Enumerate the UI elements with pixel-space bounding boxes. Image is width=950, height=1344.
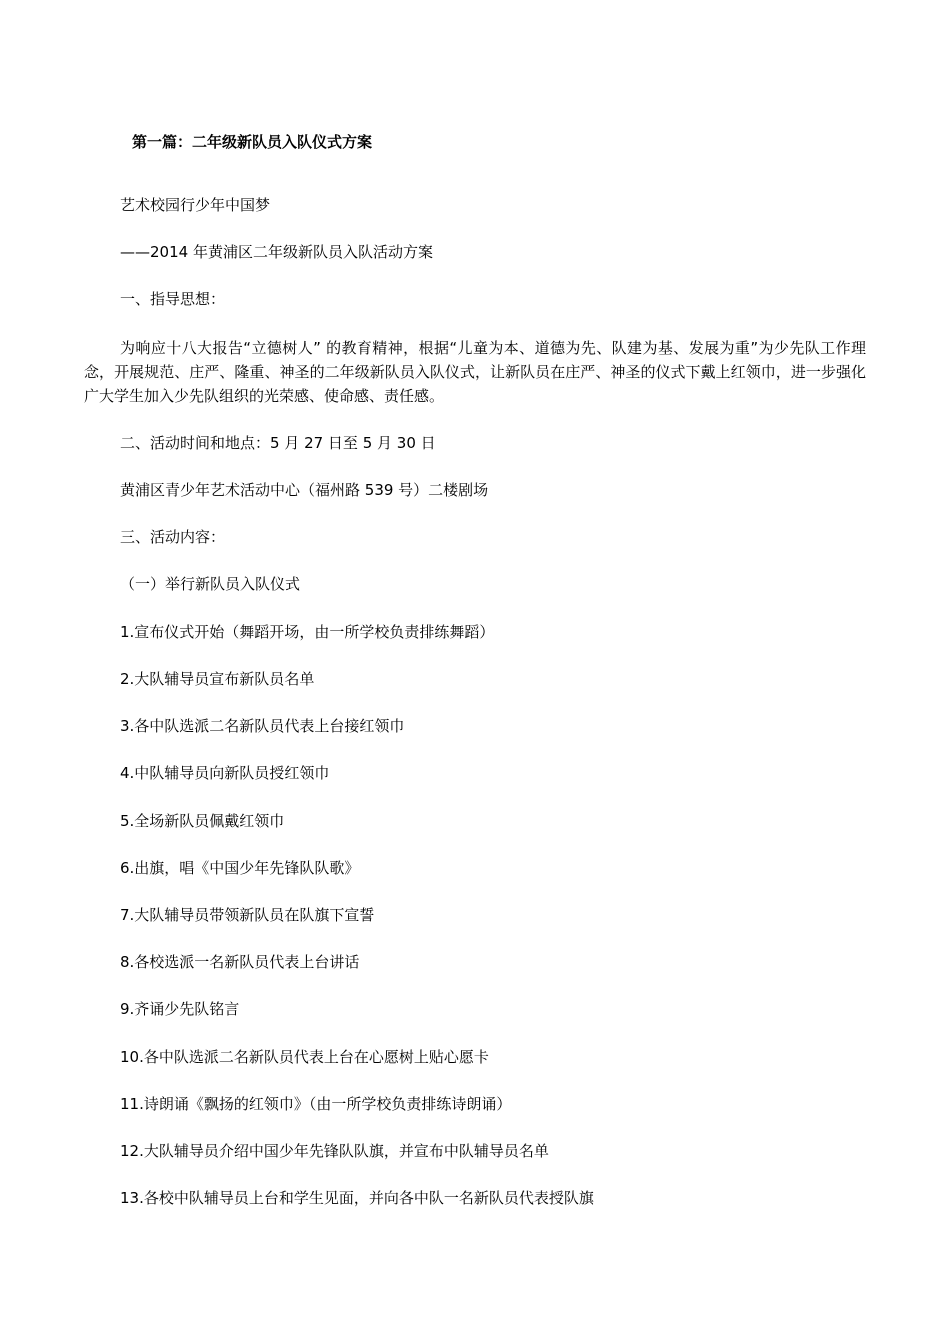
section-3-heading: 三、活动内容：	[120, 528, 226, 546]
section-3-subheading: （一）举行新队员入队仪式	[120, 575, 301, 593]
list-item: 4.中队辅导员向新队员授红领巾	[120, 764, 330, 782]
list-item: 8.各校选派一名新队员代表上台讲话	[120, 953, 360, 971]
section-1-heading: 一、指导思想：	[120, 290, 226, 308]
document-title: 第一篇：二年级新队员入队仪式方案	[132, 133, 373, 151]
list-item: 10.各中队选派二名新队员代表上台在心愿树上贴心愿卡	[120, 1048, 489, 1066]
subtitle-2: ——2014 年黄浦区二年级新队员入队活动方案	[120, 243, 433, 261]
list-item: 5.全场新队员佩戴红领巾	[120, 812, 285, 830]
subtitle: 艺术校园行少年中国梦	[120, 196, 271, 214]
section-2-heading: 二、活动时间和地点：5 月 27 日至 5 月 30 日	[120, 434, 436, 452]
list-item: 7.大队辅导员带领新队员在队旗下宣誓	[120, 906, 375, 924]
list-item: 13.各校中队辅导员上台和学生见面，并向各中队一名新队员代表授队旗	[120, 1189, 594, 1207]
section-2-location: 黄浦区青少年艺术活动中心（福州路 539 号）二楼剧场	[120, 481, 489, 499]
list-item: 9.齐诵少先队铭言	[120, 1000, 240, 1018]
list-item: 11.诗朗诵《飘扬的红领巾》（由一所学校负责排练诗朗诵）	[120, 1095, 512, 1113]
list-item: 1.宣布仪式开始（舞蹈开场，由一所学校负责排练舞蹈）	[120, 623, 495, 641]
list-item: 6.出旗，唱《中国少年先锋队队歌》	[120, 859, 360, 877]
list-item: 2.大队辅导员宣布新队员名单	[120, 670, 315, 688]
section-1-body: 为响应十八大报告“立德树人” 的教育精神，根据“儿童为本、道德为先、队建为基、发展为重”为少先队工作理念，开展规范、庄严、隆重、神圣的二年级新队员入队仪式，让新队员在庄严、神圣的仪式下戴上红领巾，进一步强化广大学生加入少先队组织的光荣感、使命感、责任感。	[84, 339, 866, 405]
list-item: 3.各中队选派二名新队员代表上台接红领巾	[120, 717, 405, 735]
list-item: 12.大队辅导员介绍中国少年先锋队队旗，并宣布中队辅导员名单	[120, 1142, 549, 1160]
